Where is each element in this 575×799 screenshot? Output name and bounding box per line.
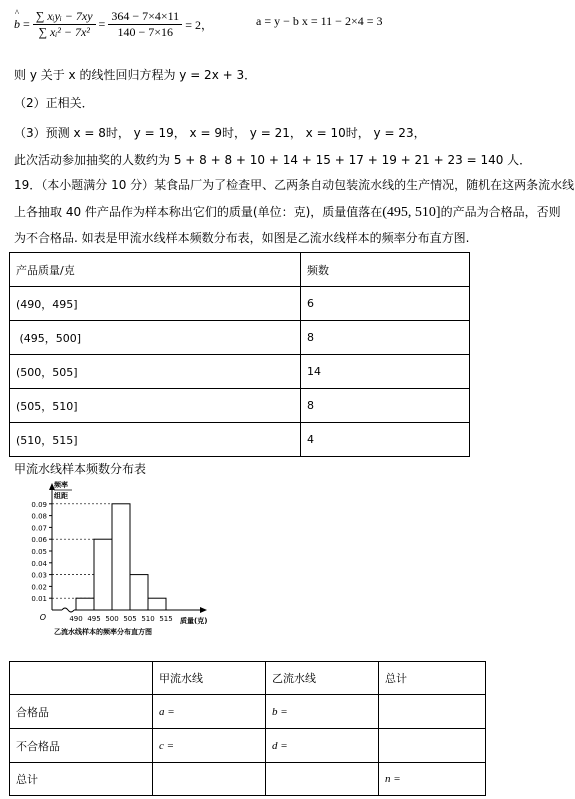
histogram-bar — [148, 598, 166, 610]
y-tick-label: 0.06 — [31, 536, 47, 545]
table-row — [10, 321, 470, 355]
table-cell: 8 — [301, 321, 470, 355]
formula-b-fraction-1: $\frac{\text{∑ xᵢyᵢ − 7xy}}{\text{∑ xᵢ² − 7x²}}$ — [33, 9, 96, 40]
question-19-line1: 19．（本小题满分 10 分）某食品厂为了检查甲、乙两条自动包装流水线的生产情况，随机在这两条流水线 — [14, 178, 575, 192]
table-cell — [379, 695, 486, 729]
x-axis-label: 质量(克) — [180, 617, 208, 625]
table-header-row — [10, 253, 470, 287]
table-cell: 6 — [301, 287, 470, 321]
table-row — [10, 355, 470, 389]
axis-break — [62, 608, 74, 612]
histogram-bar — [94, 539, 112, 610]
table-row — [10, 423, 470, 457]
table-row — [10, 287, 470, 321]
x-tick-label: 490 — [69, 615, 83, 623]
y-tick-label: 0.07 — [31, 524, 47, 533]
table-cell: d = — [266, 729, 379, 763]
table-cell — [10, 662, 153, 695]
table-caption: 甲流水线样本频数分布表 — [14, 462, 147, 476]
x-tick-label: 505 — [123, 615, 137, 623]
table-cell: (510，515] — [10, 423, 301, 457]
table-row — [10, 695, 486, 729]
answer-total: 此次活动参加抽奖的人数约为 5 + 8 + 8 + 10 + 14 + 15 + 17 + 19 + 21 + 23 = 140 人． — [14, 153, 532, 167]
histogram-bar — [76, 598, 94, 610]
frequency-table — [9, 252, 470, 457]
formula-a: a = y − b x = 11 − 2×4 = 3 — [256, 14, 383, 28]
answer-3: （3）预测 x = 8时， y = 19， x = 9时， y = 21， x = 10时， y = 23， — [14, 126, 426, 140]
formula-b: ^ b = $\frac{\text{∑ xᵢyᵢ − 7xy}}{\text{∑ xᵢ² − 7x²}}$ = $\frac{364 - 7\times 4\times 11}{140 - 7\times 16}$ = 2， — [14, 2, 213, 46]
table-cell: 乙流水线 — [266, 662, 379, 695]
y-tick-label: 0.01 — [31, 595, 47, 604]
table-cell: 甲流水线 — [153, 662, 266, 695]
table-cell: 不合格品 — [10, 729, 153, 763]
y-tick-label: 0.08 — [31, 512, 47, 521]
contingency-table — [9, 661, 486, 796]
table-cell: (495，500] — [10, 321, 301, 355]
table-cell: 8 — [301, 389, 470, 423]
table-cell: 14 — [301, 355, 470, 389]
table-cell: c = — [153, 729, 266, 763]
table-cell: (500，505] — [10, 355, 301, 389]
origin-label: O — [39, 613, 46, 622]
y-axis-label: 频率 — [54, 481, 68, 489]
table-cell — [379, 729, 486, 763]
histogram-chart — [10, 478, 230, 658]
qualified-interval: (495, 510] — [382, 205, 441, 220]
y-tick-label: 0.03 — [31, 571, 47, 580]
histogram-bar — [112, 504, 130, 610]
table-cell: 合格品 — [10, 695, 153, 729]
table-cell: (490，495] — [10, 287, 301, 321]
table-cell — [153, 763, 266, 796]
table-cell: (505，510] — [10, 389, 301, 423]
x-tick-label: 500 — [105, 615, 119, 623]
chart-title: 乙流水线样本的频率分布直方图 — [54, 628, 152, 636]
y-axis-label: 组距 — [54, 492, 68, 500]
regression-line: 则 y 关于 x 的线性回归方程为 y = 2x + 3． — [14, 68, 257, 82]
table-cell — [266, 763, 379, 796]
formula-b-fraction-2: $\frac{364 - 7\times 4\times 11}{140 - 7\times 16}$ — [108, 9, 182, 40]
table-cell: n = — [379, 763, 486, 796]
question-19-line3: 为不合格品. 如表是甲流水线样本频数分布表，如图是乙流水线样本的频率分布直方图. — [14, 231, 470, 245]
table-row — [10, 729, 486, 763]
y-tick-label: 0.04 — [31, 559, 47, 568]
table-cell: 4 — [301, 423, 470, 457]
y-tick-label: 0.02 — [31, 583, 47, 592]
y-tick-label: 0.09 — [31, 500, 47, 509]
header-frequency: 频数 — [301, 253, 470, 287]
x-tick-label: 515 — [159, 615, 173, 623]
histogram-bar — [130, 575, 148, 610]
header-quality: 产品质量/克 — [10, 253, 301, 287]
b-hat-symbol: ^ b — [14, 17, 20, 32]
table-cell: 总计 — [379, 662, 486, 695]
x-tick-label: 495 — [87, 615, 101, 623]
table-row — [10, 763, 486, 796]
answer-2: （2）正相关． — [14, 96, 94, 110]
table-header-row — [10, 662, 486, 695]
table-cell: b = — [266, 695, 379, 729]
table-cell: a = — [153, 695, 266, 729]
table-cell: 总计 — [10, 763, 153, 796]
x-axis-arrow — [200, 607, 207, 613]
x-tick-label: 510 — [141, 615, 155, 623]
y-tick-label: 0.05 — [31, 548, 47, 556]
question-19-line2: 上各抽取 40 件产品作为样本称出它们的质量(单位：克)，质量值落在(495, 510]的产品为合格品，否则 — [14, 205, 561, 220]
table-row — [10, 389, 470, 423]
